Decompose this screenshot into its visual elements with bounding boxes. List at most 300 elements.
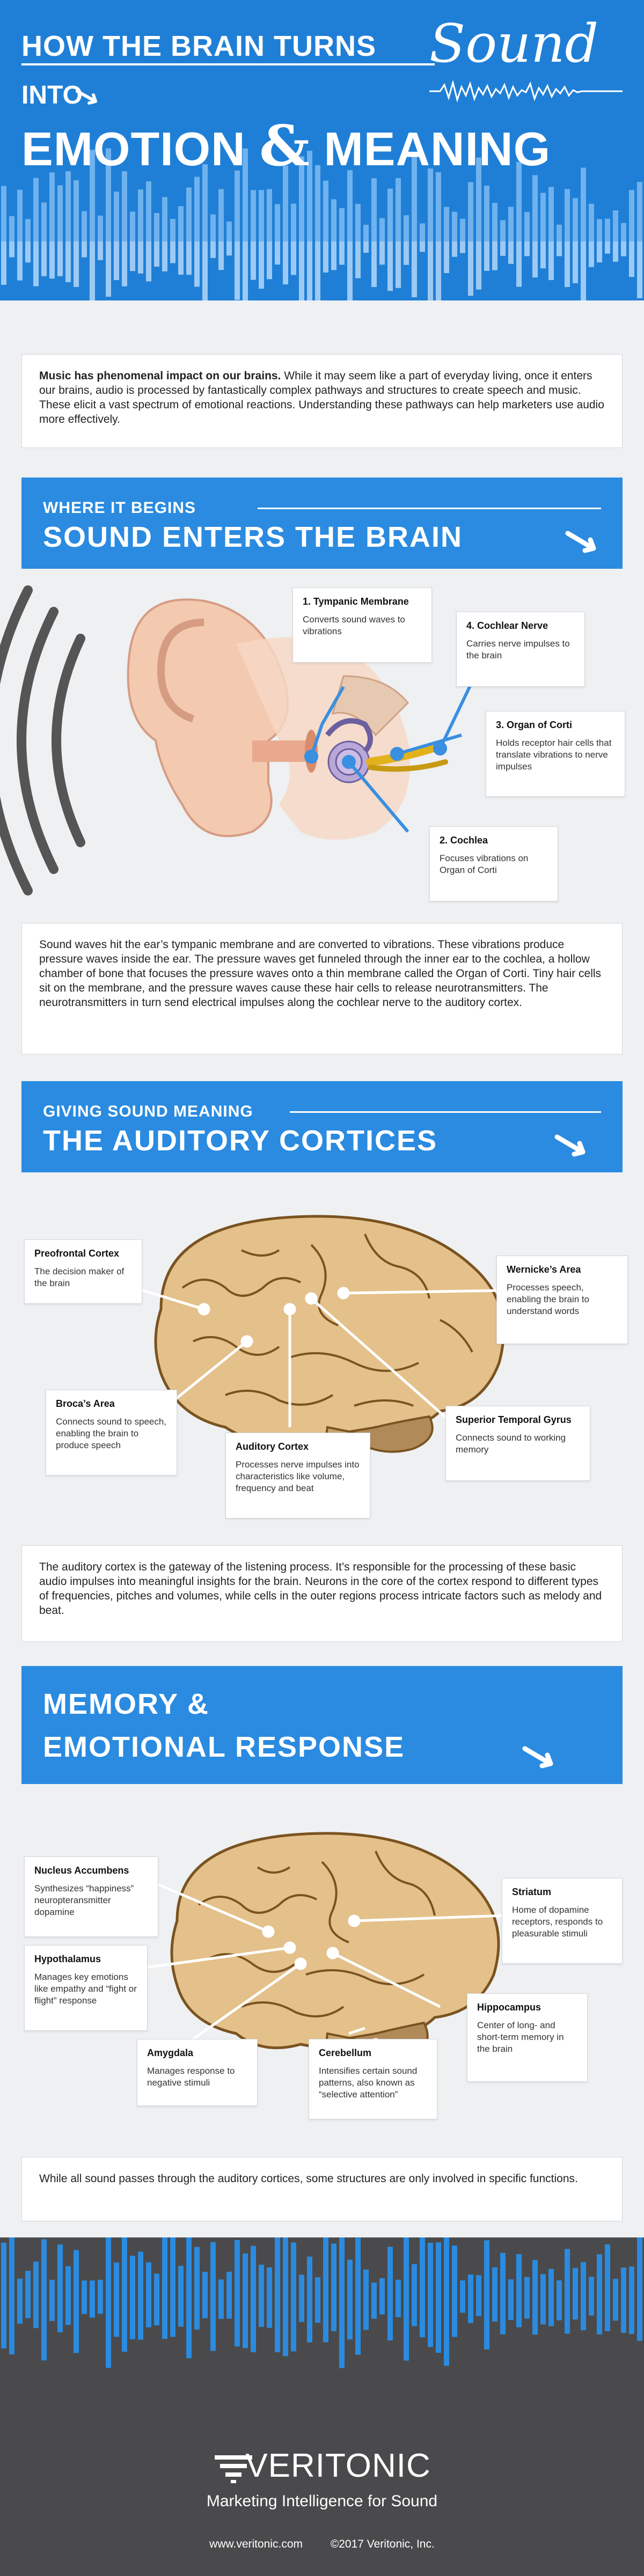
section1-banner [21,478,623,569]
callout-desc: Processes speech, enabling the brain to understand words [507,1282,590,1316]
section2-banner [21,1081,623,1172]
callout-title: 4. Cochlear Nerve [466,620,548,631]
arrow-right-down-icon [564,526,606,558]
equalizer-bar-reflection [251,241,256,280]
equalizer-bar-reflection [186,2302,192,2358]
equalizer-bar [339,208,345,241]
equalizer-bar-reflection [82,2302,87,2314]
equalizer-bar-reflection [9,241,14,257]
equalizer-bar-reflection [637,2302,642,2341]
equalizer-bar-reflection [516,241,522,287]
equalizer-bar [226,2272,232,2302]
equalizer-bar-reflection [605,241,610,254]
equalizer-bar-reflection [130,241,135,271]
equalizer-bar [33,2262,39,2302]
equalizer-bar-reflection [243,2302,248,2348]
equalizer-bar [98,216,103,241]
equalizer-bar-reflection [57,2302,63,2332]
equalizer-bar [508,2279,514,2302]
equalizer-bar [194,2247,200,2302]
callout-title: Amygdala [147,2047,194,2058]
equalizer-bar-reflection [138,2302,143,2340]
equalizer-bar [267,2267,272,2302]
equalizer-bar-reflection [114,241,119,280]
callout-cochlea [429,826,558,901]
equalizer-bar-reflection [130,2302,135,2339]
equalizer-bar [251,190,256,241]
equalizer-bar-reflection [9,2302,14,2354]
equalizer-bar [154,2274,159,2302]
intro-lead: Music has phenomenal impact on our brains. [39,370,281,382]
arrow-right-down-icon [553,1129,596,1162]
equalizer-bar [170,219,175,241]
header-line1: HOW THE BRAIN TURNS [21,30,376,62]
callout-title: Auditory Cortex [236,1441,309,1452]
section1-rule [258,508,601,509]
header-line3 [21,113,551,179]
equalizer-bar-reflection [404,241,409,265]
section1-kicker: WHERE IT BEGINS [43,499,196,517]
equalizer-bar [363,225,369,241]
equalizer-bar-reflection [621,2302,626,2333]
equalizer-bar-reflection [436,2302,441,2353]
callout-cochlear-nerve [456,612,585,687]
equalizer-bar-reflection [468,241,473,296]
callout-hippocampus [467,1993,588,2082]
equalizer-bar-reflection [339,2302,345,2368]
equalizer-bar-reflection [331,2302,336,2331]
equalizer-bar [49,172,55,241]
callout-cerebellum [309,2039,437,2119]
equalizer-bar-reflection [548,241,554,280]
equalizer-bar-reflection [74,241,79,287]
equalizer-bar [444,207,449,241]
equalizer-bar-reflection [162,2302,167,2339]
equalizer-bar-reflection [396,2302,401,2317]
section3-title1: MEMORY & [43,1688,210,1720]
equalizer-bar [532,2260,538,2302]
equalizer-bar [1,186,6,241]
section2-rule [290,1111,601,1113]
callout-nucleus-accumbens [24,1856,158,1937]
equalizer-bar-reflection [299,241,304,300]
equalizer-bar-reflection [476,2302,481,2316]
section2-kicker: GIVING SOUND MEANING [43,1103,253,1120]
equalizer-bar [114,192,119,241]
equalizer-bar [532,175,538,241]
equalizer-bar-reflection [210,241,216,258]
equalizer-bar [130,211,135,241]
callout-superior-temporal-gyrus [445,1406,590,1481]
footer-website-link[interactable]: www.veritonic.com [209,2538,303,2550]
equalizer-bar-reflection [484,2302,489,2350]
equalizer-bars-icon [0,2237,644,2409]
equalizer-bar-reflection [565,2302,570,2333]
equalizer-bar-reflection [347,2302,353,2339]
callout-striatum [502,1878,623,1964]
equalizer-bar-reflection [218,241,224,270]
equalizer-bar [468,182,473,241]
section1-body: Sound waves hit the ear’s tympanic membrane and are converted to vibrations. These vibrations produce pressure waves inside the ear. The pressure waves get funneled through the inner ear to the cochlea, a hollow chamber of bone that focuses the pressure waves onto a thin membrane called the Organ of Corti. Tiny hair cells sit on the membrane, and the pressure waves cause these hair cells to release neurotransmitters. The neurotransmitters in turn send electrical impulses along the cochlear nerve to the auditory cortex. [21,923,623,1054]
equalizer-bar [98,2280,103,2302]
equalizer-bar-reflection [291,241,296,275]
section2-body: The auditory cortex is the gateway of the listening process. It’s responsible for the processing of these basic audio impulses into meaningful insights for the brain. Neurons in the core of the cortex respond to different types of frequencies, pitches and volumes, while cells in the outer regions process intricate factors such as melody and beat. [21,1545,623,1642]
equalizer-bar [74,180,79,241]
equalizer-bar [573,2268,578,2302]
equalizer-bar [589,2277,594,2302]
equalizer-bar-reflection [524,2302,530,2318]
equalizer-bar [267,189,272,241]
equalizer-bar [452,212,457,241]
equalizer-bar [186,2237,192,2302]
equalizer-bar [65,171,71,241]
callout-title: Superior Temporal Gyrus [456,1414,572,1425]
equalizer-bar [581,2262,586,2302]
equalizer-bar [613,210,618,241]
equalizer-bar-reflection [379,241,385,265]
equalizer-bar [259,2265,264,2302]
equalizer-bar-reflection [25,2302,31,2318]
section3-title2: EMOTIONAL RESPONSE [43,1731,405,1763]
equalizer-bar [275,2237,280,2302]
equalizer-bar-reflection [251,2302,256,2352]
equalizer-bar [637,182,642,241]
equalizer-bar-reflection [396,241,401,288]
equalizer-bar [130,2256,135,2302]
equalizer-bar-reflection [259,2302,264,2327]
equalizer-bar-reflection [387,2302,393,2340]
callout-desc: Converts sound waves to vibrations [303,614,405,636]
equalizer-bar [637,2237,642,2302]
footer-copyright: ©2017 Veritonic, Inc. [330,2538,435,2550]
equalizer-bar-reflection [122,2302,127,2352]
equalizer-bar [146,2262,151,2302]
equalizer-bar [444,2237,449,2302]
equalizer-bar-reflection [17,241,23,281]
equalizer-bar [41,202,47,241]
sound-wave-icon [429,80,623,102]
equalizer-bar-reflection [170,2302,175,2337]
section1-title: SOUND ENTERS THE BRAIN [43,521,463,553]
equalizer-bar [259,190,264,241]
equalizer-bar [396,178,401,241]
callout-title: Striatum [512,1887,552,1897]
equalizer-bar [25,219,31,241]
equalizer-bar [49,2280,55,2302]
equalizer-bar [162,197,167,241]
equalizer-bar-reflection [146,241,151,282]
equalizer-bar-reflection [259,241,264,289]
equalizer-bar-reflection [476,241,481,290]
equalizer-bar [371,2283,377,2302]
equalizer-bar-reflection [122,241,127,287]
equalizer-bar [492,2267,497,2302]
callout-desc: Center of long- and short-term memory in the brain [477,2020,564,2054]
callout-title: 2. Cochlea [440,835,488,846]
equalizer-bar-reflection [138,241,143,274]
equalizer-bar [597,219,602,241]
equalizer-bar [74,2250,79,2302]
header-into: INTO [21,81,83,109]
equalizer-bar [548,2269,554,2302]
equalizer-bar [540,2274,546,2302]
equalizer-bar [387,2247,393,2302]
equalizer-bar-reflection [98,241,103,260]
equalizer-bar [82,211,87,241]
equalizer-bar-reflection [235,241,240,300]
equalizer-bar-reflection [452,2302,457,2337]
callout-desc: Manages response to negative stimuli [147,2066,235,2088]
callout-hypothalamus [24,1945,148,2031]
brain-cortex [172,1833,499,2048]
equalizer-bar-reflection [589,2302,594,2316]
equalizer-bar-reflection [98,2302,103,2314]
equalizer-bar-reflection [516,2302,522,2327]
equalizer-bar [565,189,570,241]
equalizer-bar [17,2279,23,2302]
equalizer-bar [347,170,353,241]
equalizer-bar [565,2249,570,2302]
equalizer-bar [9,2237,14,2302]
equalizer-bar [82,2280,87,2302]
callout-auditory-cortex [225,1433,370,1518]
equalizer-bar-reflection [637,241,642,298]
header-rule [21,63,435,65]
equalizer-bar [65,2266,71,2302]
callout-desc: Intensifies certain sound patterns, also known as “selective attention” [319,2066,418,2100]
equalizer-bar-reflection [210,2302,216,2351]
equalizer-bar [275,204,280,241]
veritonic-logo-text: VERITONIC [245,2447,431,2484]
section3-body: While all sound passes through the auditory cortices, some structures are only involved in specific functions. [21,2157,623,2221]
equalizer-bar [557,2280,562,2302]
equalizer-bar [460,219,465,241]
callout-amygdala [137,2039,258,2106]
equalizer-bar [323,181,328,241]
equalizer-bar [154,213,159,241]
equalizer-bar-reflection [90,2302,95,2318]
equalizer-bar-reflection [484,241,489,271]
callout-desc: Home of dopamine receptors, responds to pleasurable stimuli [512,1905,603,1939]
equalizer-bar [291,203,296,241]
equalizer-bar-reflection [202,2302,208,2318]
equalizer-bar [540,193,546,241]
equalizer-bar [57,185,63,241]
equalizer-bar-reflection [589,241,594,267]
equalizer-bar [589,204,594,241]
equalizer-bar [114,2263,119,2302]
equalizer-bar-reflection [557,241,562,256]
equalizer-bar [347,2260,353,2302]
equalizer-bar-reflection [492,241,497,270]
equalizer-bar [355,204,361,241]
callout-desc: Connects sound to working memory [456,1433,566,1455]
equalizer-bar [500,2253,506,2302]
equalizer-bar [41,2240,47,2302]
equalizer-bar-reflection [299,2302,304,2322]
equalizer-bar-reflection [49,2302,55,2321]
equalizer-bar [323,2237,328,2302]
equalizer-bar-reflection [57,241,63,276]
equalizer-bar-reflection [194,2302,200,2330]
equalizer-bar-reflection [226,241,232,255]
equalizer-bar-reflection [540,2302,546,2324]
equalizer-bar [605,2244,610,2302]
equalizer-bar-reflection [605,2302,610,2331]
equalizer-bar [597,2254,602,2302]
equalizer-bar-reflection [275,2302,280,2352]
equalizer-bar [420,2237,425,2302]
equalizer-bar-reflection [460,2302,465,2313]
equalizer-bar-reflection [41,241,47,276]
callout-desc: Connects sound to speech, enabling the brain to produce speech [56,1417,167,1450]
equalizer-bar [218,2279,224,2302]
callout-desc: Processes nerve impulses into characteristics like volume, frequency and beat [236,1459,360,1493]
header-meaning: MEANING [324,122,551,175]
equalizer-bar [210,2242,216,2302]
equalizer-bar [500,220,506,241]
equalizer-bar [194,177,200,241]
equalizer-bar [420,223,425,241]
equalizer-bar [331,199,336,241]
equalizer-bar-reflection [508,241,514,264]
equalizer-bar-reflection [379,2302,385,2314]
equalizer-bar-reflection [355,241,361,278]
callout-title: Preofrontal Cortex [34,1248,120,1259]
equalizer-bar-reflection [581,2302,586,2330]
callout-brocas-area [46,1390,177,1476]
callout-organ-of-corti [486,711,625,797]
intro-text: While it may seem like a part of everyday living, once it enters our brains, audio is processed by fantastically complex pathways and structures to create speech and music. These elicit a vast spectrum of emotional reactions. Understanding these pathways can help marketers use audio more effectively. [39,370,604,425]
equalizer-bar-reflection [428,241,433,300]
equalizer-bar [25,2271,31,2302]
equalizer-bar-reflection [597,2302,602,2335]
equalizer-bar-reflection [420,2302,425,2337]
equalizer-bar-reflection [235,2302,240,2346]
callout-title: 1. Tympanic Membrane [303,596,409,607]
header-ampersand: & [259,113,311,179]
equalizer-bar [33,178,39,241]
callout-desc: Focuses vibrations on Organ of Corti [440,853,529,875]
equalizer-bar [178,206,184,241]
equalizer-bar-reflection [500,2302,506,2335]
equalizer-bar [339,2237,345,2302]
equalizer-bar [307,2257,312,2302]
equalizer-bar-reflection [508,2302,514,2320]
footer-links [0,2538,644,2551]
sound-wave-arcs [0,590,80,891]
equalizer-bar [106,2237,111,2302]
equalizer-bar-reflection [186,241,192,275]
equalizer-bar [138,2252,143,2302]
equalizer-bar [162,2237,167,2302]
equalizer-bar-reflection [154,2302,159,2325]
equalizer-bar-reflection [532,2302,538,2335]
equalizer-bar [484,186,489,241]
equalizer-bar [226,222,232,241]
equalizer-bar [492,203,497,241]
equalizer-bar [516,2254,522,2302]
equalizer-bar [524,2277,530,2302]
equalizer-bar [379,218,385,241]
equalizer-bar [283,2237,288,2302]
equalizer-bar-reflection [226,2302,232,2318]
equalizer-bar-reflection [573,2302,578,2320]
equalizer-bar [138,189,143,241]
equalizer-bar [428,168,433,241]
equalizer-bar-reflection [387,241,393,291]
equalizer-bar-reflection [33,2302,39,2328]
equalizer-bar-reflection [170,241,175,263]
equalizer-bar-reflection [323,241,328,273]
equalizer-bar-reflection [492,2302,497,2322]
equalizer-bar [621,223,626,241]
equalizer-bar-reflection [307,241,312,300]
equalizer-bar [218,189,224,241]
equalizer-bar-reflection [315,241,320,300]
equalizer-bar [605,219,610,241]
equalizer-bar-reflection [202,241,208,300]
equalizer-bar [235,2240,240,2302]
intro-box [21,354,623,448]
equalizer-bar-reflection [65,2302,71,2325]
equalizer-bar-reflection [315,2302,320,2323]
equalizer-bar-reflection [444,2302,449,2366]
equalizer-bar [629,2266,634,2302]
equalizer-bar-reflection [363,2302,369,2330]
equalizer-bar [186,187,192,241]
equalizer-bar [428,2243,433,2302]
equalizer-bar-reflection [41,2302,47,2360]
equalizer-bar-reflection [444,241,449,273]
equalizer-bar-reflection [420,241,425,252]
equalizer-bar-reflection [243,241,248,300]
equalizer-bar-reflection [355,2302,361,2355]
equalizer-bar-reflection [267,241,272,279]
equalizer-bar [548,187,554,241]
equalizer-bar [404,215,409,241]
equalizer-bar-reflection [178,2302,184,2327]
equalizer-bar [557,225,562,241]
arrow-right-down-icon [521,1741,564,1773]
equalizer-bar-reflection [573,241,578,283]
equalizer-bar [621,2267,626,2302]
equalizer-bar [299,2274,304,2302]
callout-title: Hippocampus [477,2002,541,2013]
equalizer-bar-reflection [106,241,111,297]
equalizer-bar-reflection [363,241,369,253]
equalizer-bar [243,2254,248,2302]
equalizer-bar-reflection [500,241,506,256]
equalizer-bar-reflection [218,2302,224,2319]
equalizer-bar-reflection [1,241,6,285]
callout-title: 3. Organ of Corti [496,720,573,730]
equalizer-bar [629,190,634,241]
header-emotion: EMOTION [21,122,246,175]
header-sound-word: Sound [429,13,599,75]
equalizer-bar-reflection [114,2302,119,2337]
equalizer-bar [484,2240,489,2302]
equalizer-bar [235,171,240,241]
callout-desc: Holds receptor hair cells that translate vibrations to nerve impulses [496,738,612,772]
equalizer-bar-reflection [65,241,71,282]
equalizer-bar [122,2237,127,2302]
equalizer-bar [355,2237,361,2302]
equalizer-bar [436,2242,441,2302]
equalizer-bar-reflection [460,241,465,253]
equalizer-bar [436,172,441,241]
equalizer-bar-reflection [371,241,377,287]
